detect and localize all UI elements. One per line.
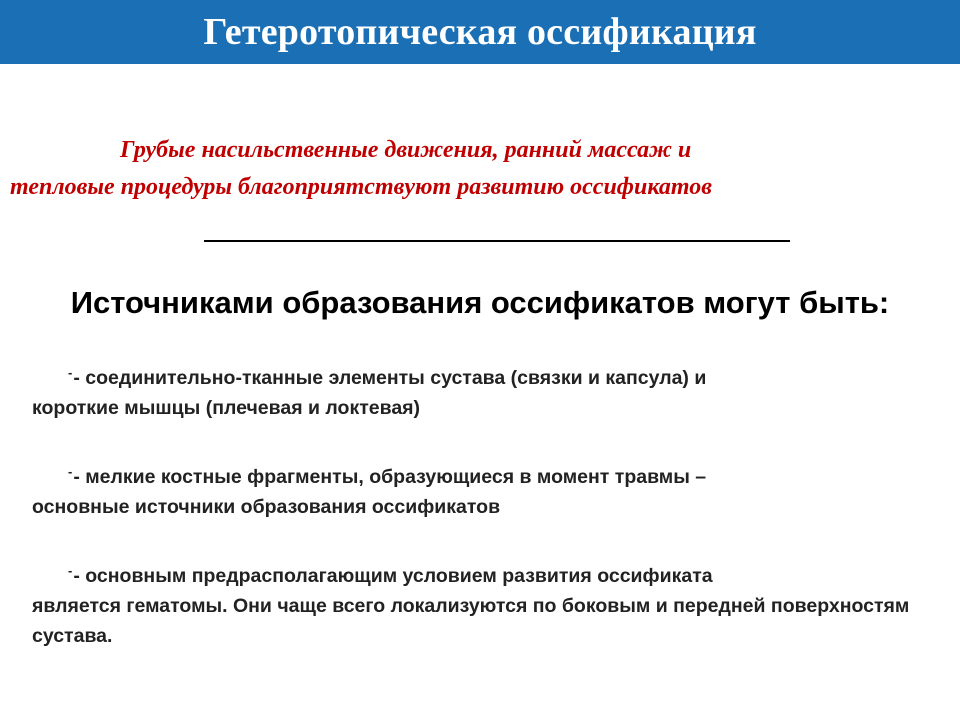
list-item-lead: - основным предрасполагающим условием развития оссификата [73,565,713,587]
list-item-first-line [32,457,942,492]
bullet-marker: - [68,563,73,578]
list-item-continuation: основные источники образования оссификатов [32,496,501,518]
list-item-first-line [32,556,942,591]
bullet-marker: - [68,365,73,380]
list-item-first-line [32,358,942,393]
source-list [32,358,942,685]
bullet-marker: - [68,464,73,479]
section-heading: Источниками образования оссификатов могут быть: [70,285,890,320]
list-item [32,457,942,522]
title-bar [0,0,960,64]
list-item [32,556,942,651]
slide-title: Гетеротопическая оссификация [203,11,757,53]
list-item [32,358,942,423]
list-item-continuation: является гематомы. Они чаще всего локализуются по боковым и передней поверхностям сустава. [32,595,910,647]
list-item-lead: - соединительно-тканные элементы сустава (связки и капсула) и [73,367,707,389]
warning-note [10,132,955,206]
list-item-lead: - мелкие костные фрагменты, образующиеся в момент травмы – [73,466,707,488]
warning-note-line-1: Грубые насильственные движения, ранний массаж и [120,137,692,163]
list-item-continuation: короткие мышцы (плечевая и локтевая) [32,397,421,419]
warning-note-line-2: тепловые процедуры благоприятствуют развитию оссификатов [10,174,712,200]
divider-line [204,240,790,242]
